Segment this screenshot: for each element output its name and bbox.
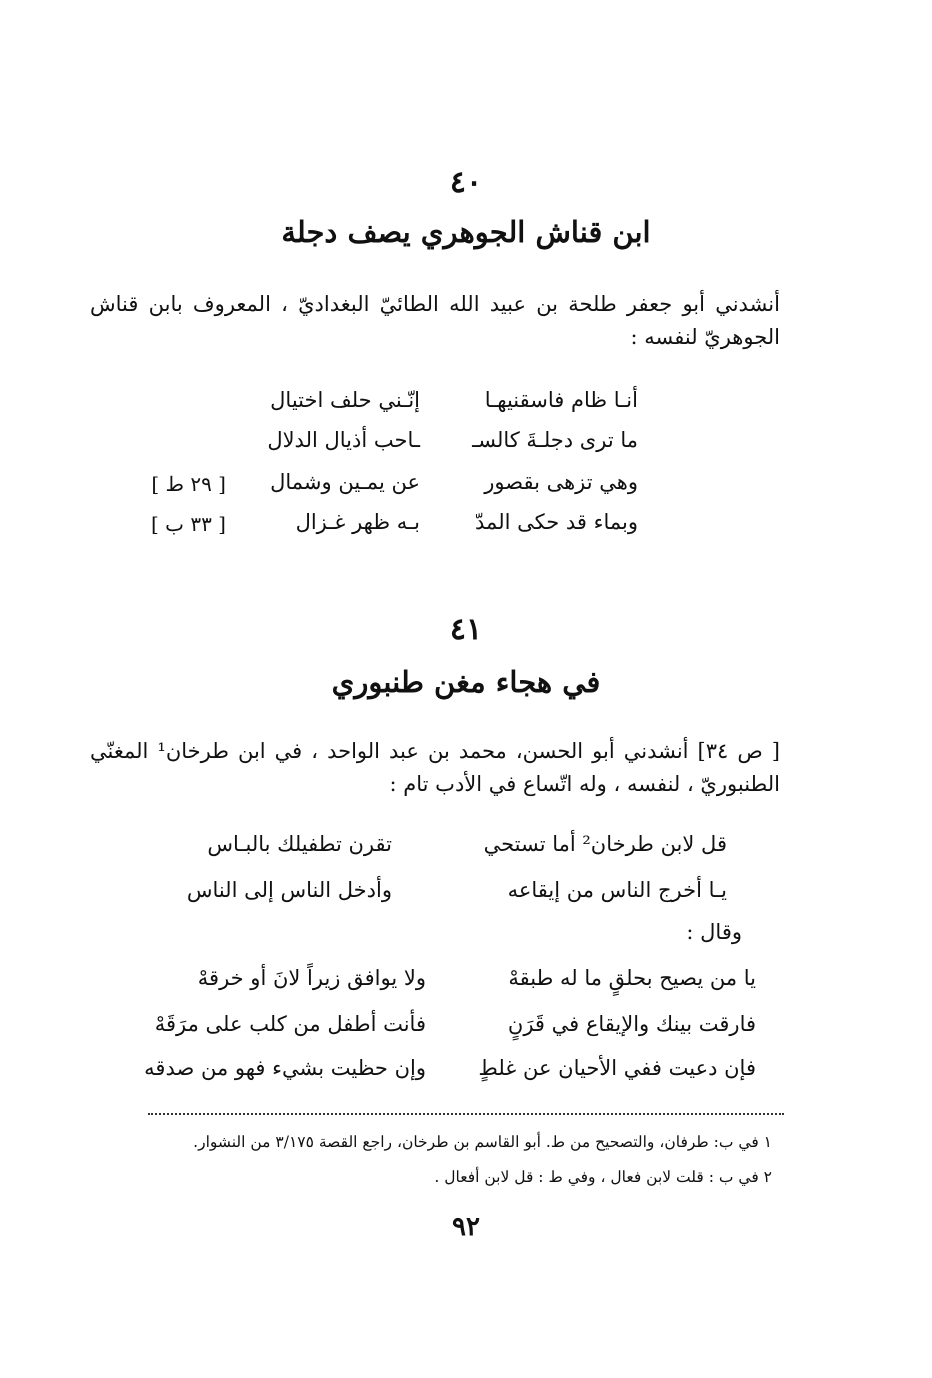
verse-41-2-second: وأدخل الناس إلى الناس [186,878,392,902]
section-41-number: ٤١ [449,612,483,647]
verse-40-4-second: بـه ظهر غـزال [295,510,420,534]
section-40-number: ٤٠ [449,165,483,200]
section-41-title: في هجاء مغن طنبوري [331,665,601,699]
verse-41-5-second: وإن حظيت بشيء فهو من صدقه [144,1056,426,1080]
verse-41-4-first: فارقت بينك والإيقاع في قَرَنٍ [507,1012,756,1036]
footnote-2: ٢ في ب : قلت لابن فعال ، وفي ط : قل لابن أفعال . [434,1168,772,1186]
footnote-divider [148,1113,784,1115]
verse-41-1-second: تقرن تطفيلك بالبـاس [207,832,392,856]
verse-40-4-first: وبماء قد حكى المدّ [475,510,638,534]
verse-41-5-first: فإن دعيت ففي الأحيان عن غلطٍ [478,1056,756,1080]
verse-40-1-second: إنّـني حلف اختيال [270,388,420,412]
verse-41-1-first: قل لابن طرخان² أما تستحي [483,832,727,856]
verse-40-2-first: ما ترى دجلـةَ كالسـ [472,428,638,452]
verse-40-3-second: عن يمـين وشمال [270,470,420,494]
verse-41-4-second: فأنت أطفل من كلب على مرَقَهْ [154,1012,426,1036]
manuscript-ref: [ ٣٣ ب ] [150,512,226,536]
section-41-intro: [ ص ٣٤] أنشدني أبو الحسن، محمد بن عبد الواحد ، في ابن طرخان¹ المغنّي الطنبوريّ ، لنفسه ، وله اتّساع في الأدب تام : [90,739,780,796]
verse-41-2-first: يـا أخرج الناس من إيقاعه [507,878,727,902]
and-he-said: وقال : [686,920,742,944]
manuscript-ref: [ ٢٩ ط ] [151,472,226,496]
section-40-intro: أنشدني أبو جعفر طلحة بن عبيد الله الطائيّ البغداديّ ، المعروف بابن قناش الجوهريّ لنفسه : [90,292,780,349]
section-40-title: ابن قناش الجوهري يصف دجلة [281,215,651,249]
verse-40-2-second: ـاحب أذيال الدلال [267,428,420,452]
verse-40-1-first: أنـا ظام فاسقنيهـا [484,388,638,412]
footnote-1: ١ في ب: طرفان، والتصحيح من ط. أبو القاسم بن طرخان، راجع القصة ٣/١٧٥ من النشوار. [193,1133,772,1151]
verse-40-3-first: وهي تزهى بقصور [484,470,638,494]
verse-41-3-first: يا من يصيح بحلقٍ ما له طبقهْ [508,966,756,990]
page-number: ٩٢ [452,1212,480,1242]
verse-41-3-second: ولا يوافق زيراً لانَ أو خرقهْ [197,966,426,990]
